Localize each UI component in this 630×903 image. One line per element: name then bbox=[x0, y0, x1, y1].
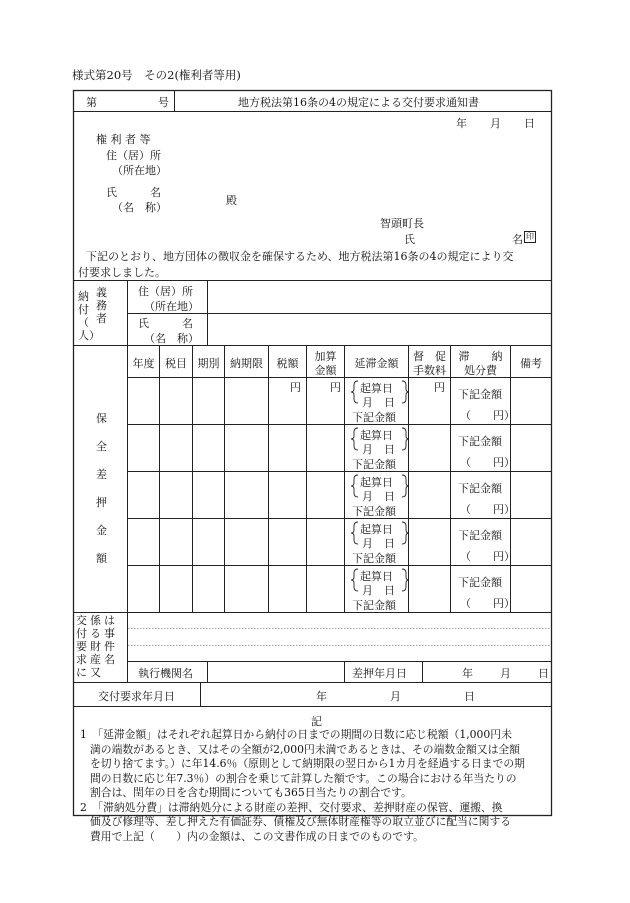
seizure-day: 日 bbox=[538, 667, 549, 680]
request-year: 年 bbox=[316, 690, 327, 703]
payer-location-label: （所在地） bbox=[144, 300, 199, 313]
table-side-label: 保 全 差 押 金 額 bbox=[96, 412, 107, 565]
note-line: 間の日数に応じ年7.3％）の割合を乗じて計算した額です。この場合における年当たりの bbox=[90, 771, 517, 785]
date-month: 月 bbox=[490, 117, 501, 130]
note-line: を切り捨てます。）に年14.6％（原則として納期限の翌日から1カ月を経過する日までの期 bbox=[90, 757, 525, 770]
document-title: 地方税法第16条の4の規定による交付要求通知書 bbox=[238, 96, 479, 109]
request-month: 月 bbox=[390, 690, 401, 703]
payer-address-label: 住（居）所 bbox=[138, 285, 193, 298]
recipient-name-label: 氏 名 bbox=[106, 186, 161, 199]
number-prefix: 第 bbox=[86, 96, 97, 109]
seizure-date-label: 差押年月日 bbox=[352, 667, 407, 680]
date-day: 日 bbox=[524, 117, 535, 130]
seal-mark: 印 bbox=[526, 232, 534, 241]
col-kibetsu: 期別 bbox=[197, 357, 220, 370]
notes-heading: 記 bbox=[311, 715, 322, 728]
note-line: 価及び修理等、差し押えた有価証券、債権及び無体財産権等の取立並びに配当に関する bbox=[90, 815, 512, 828]
yen-kasan: 円 bbox=[330, 381, 341, 394]
note-line: 割合は、閏年の日を含む期間についても365日当たりの割合です。 bbox=[90, 786, 412, 799]
recipient-kenrisha: 権 利 者 等 bbox=[96, 133, 151, 146]
col-zeigaku: 税額 bbox=[276, 357, 299, 370]
issuer-name-label: 氏 bbox=[404, 233, 415, 246]
number-suffix: 号 bbox=[158, 96, 169, 109]
issuer-office: 智頭町長 bbox=[380, 217, 424, 230]
notice-text-line1: 下記のとおり、地方団体の徴収金を確保するため、地方税法第16条の4の規定により交 bbox=[86, 250, 514, 263]
col-tokusoku-1: 督 促 bbox=[413, 350, 446, 363]
payer-name-label: 氏 名 bbox=[138, 317, 193, 330]
col-tokusoku-2: 手数料 bbox=[413, 364, 446, 377]
note-line: 2 「滞納処分費」は滞納処分による財産の差押、交付要求、差押財産の保管、運搬、換 bbox=[80, 800, 503, 814]
issuer-name-label-right: 名 bbox=[512, 233, 523, 246]
honorific: 殿 bbox=[226, 194, 237, 207]
date-year: 年 bbox=[456, 117, 467, 130]
seizure-year: 年 bbox=[462, 667, 473, 680]
notes-body bbox=[80, 728, 525, 844]
seizure-month: 月 bbox=[500, 667, 511, 680]
col-entaikin: 延滞金額 bbox=[354, 357, 399, 370]
yen-zeigaku: 円 bbox=[290, 381, 301, 394]
col-tainou-1: 滞 納 bbox=[458, 350, 503, 363]
col-kasan-1: 加算 bbox=[314, 350, 337, 363]
col-kasan-2: 金額 bbox=[314, 364, 337, 377]
col-bikou: 備考 bbox=[520, 357, 542, 370]
col-zeimoku: 税目 bbox=[165, 357, 187, 370]
request-day: 日 bbox=[464, 690, 475, 703]
col-noukigen: 納期限 bbox=[230, 357, 263, 370]
col-tainou-2: 処分費 bbox=[464, 364, 497, 377]
recipient-location-label: （所在地） bbox=[112, 164, 167, 177]
note-line: 費用で上記（ ）内の金額は、この文書作成の日までのものです。 bbox=[90, 829, 424, 843]
col-nendo: 年度 bbox=[132, 357, 155, 370]
note-line: 1 「延滞金額」はそれぞれ起算日から納付の日までの期間の日数に応じ税額（1,000円未 bbox=[80, 728, 512, 741]
notice-text-line2: 付要求しました。 bbox=[78, 266, 166, 279]
request-date-label: 交付要求年月日 bbox=[98, 690, 175, 703]
agency-label: 執行機関名 bbox=[138, 667, 193, 680]
recipient-name2-label: （名 称） bbox=[112, 201, 167, 214]
payer-name2-label: （名 称） bbox=[144, 332, 199, 345]
note-line: 満の端数があるとき、又はその全額が2,000円未満であるときは、その端数金額又は全額 bbox=[90, 742, 520, 756]
form-id: 様式第20号 その2(権利者等用) bbox=[72, 68, 241, 82]
recipient-address-label: 住（居）所 bbox=[106, 149, 161, 162]
yen-tokusoku: 円 bbox=[434, 381, 445, 394]
